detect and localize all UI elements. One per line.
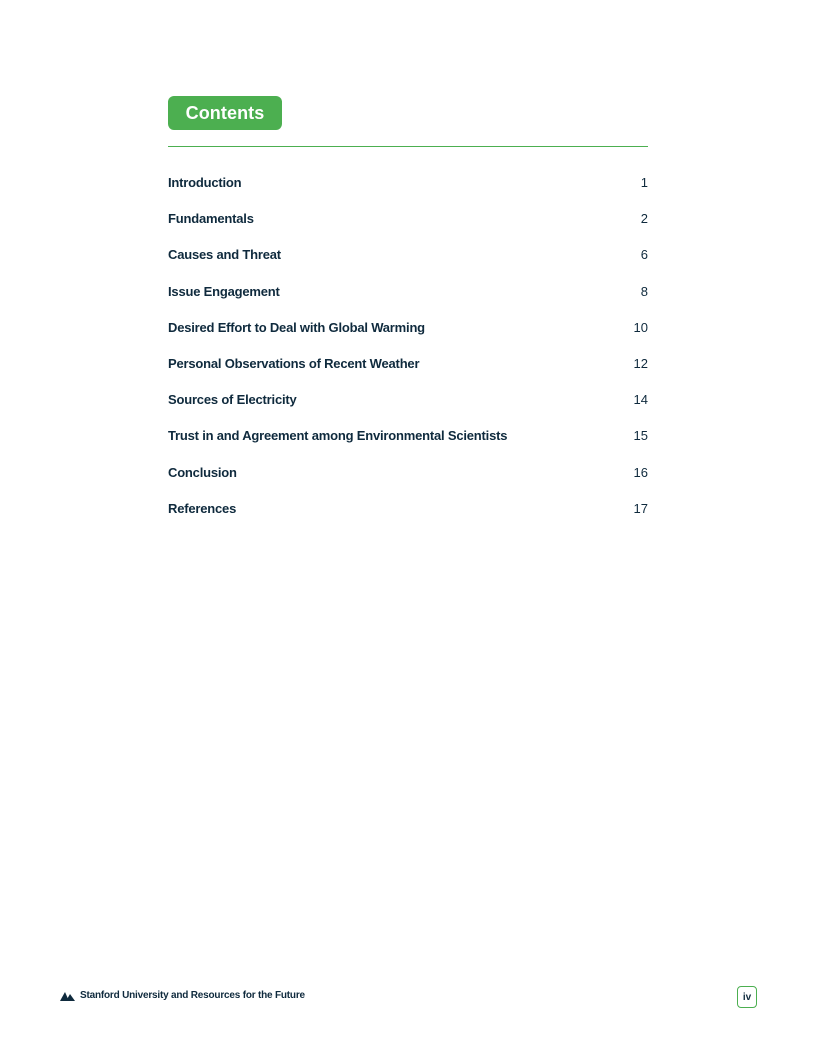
toc-entry[interactable]	[168, 356, 648, 392]
toc-entry[interactable]	[168, 211, 648, 247]
toc-entry-page: 12	[633, 355, 648, 371]
toc-entry-page: 6	[640, 247, 648, 263]
toc-entry-title[interactable]: References	[168, 500, 237, 516]
toc-entry[interactable]	[168, 247, 648, 283]
footer-attribution	[60, 990, 305, 1001]
title-divider	[168, 146, 648, 147]
toc-entry-title[interactable]: Introduction	[168, 175, 242, 190]
toc-entry-page: 2	[640, 211, 648, 227]
toc-entry-page: 14	[633, 392, 648, 408]
footer-organization: Stanford University and Resources for the Future	[80, 990, 305, 1001]
toc-entry[interactable]	[168, 175, 648, 211]
toc-entry-title[interactable]: Conclusion	[168, 464, 237, 480]
contents-title-badge	[168, 96, 282, 130]
toc-entry-page: 17	[633, 500, 648, 516]
toc-entry[interactable]	[168, 392, 648, 428]
page-number: iv	[742, 991, 752, 1003]
toc-entry-title[interactable]: Personal Observations of Recent Weather	[168, 355, 420, 371]
toc-entry-page: 8	[640, 283, 648, 299]
page-number-badge	[737, 986, 757, 1008]
toc-entry[interactable]	[168, 284, 648, 320]
toc-entry-title[interactable]: Desired Effort to Deal with Global Warming	[168, 319, 425, 335]
mountain-icon	[60, 990, 75, 1001]
toc-entry[interactable]	[168, 465, 648, 501]
toc-entry-page: 1	[640, 175, 648, 190]
toc-entry[interactable]	[168, 428, 648, 464]
toc-entry-title[interactable]: Trust in and Agreement among Environmental Scientists	[168, 428, 508, 444]
toc-entry-page: 10	[633, 319, 648, 335]
toc-entry-page: 16	[633, 464, 648, 480]
toc-entry-page: 15	[633, 428, 648, 444]
toc-entry-title[interactable]: Causes and Threat	[168, 247, 281, 263]
page-title: Contents	[185, 102, 265, 123]
table-of-contents	[168, 175, 648, 537]
toc-entry[interactable]	[168, 501, 648, 537]
toc-entry[interactable]	[168, 320, 648, 356]
toc-entry-title[interactable]: Sources of Electricity	[168, 392, 297, 408]
toc-entry-title[interactable]: Issue Engagement	[168, 283, 280, 299]
toc-entry-title[interactable]: Fundamentals	[168, 211, 254, 227]
